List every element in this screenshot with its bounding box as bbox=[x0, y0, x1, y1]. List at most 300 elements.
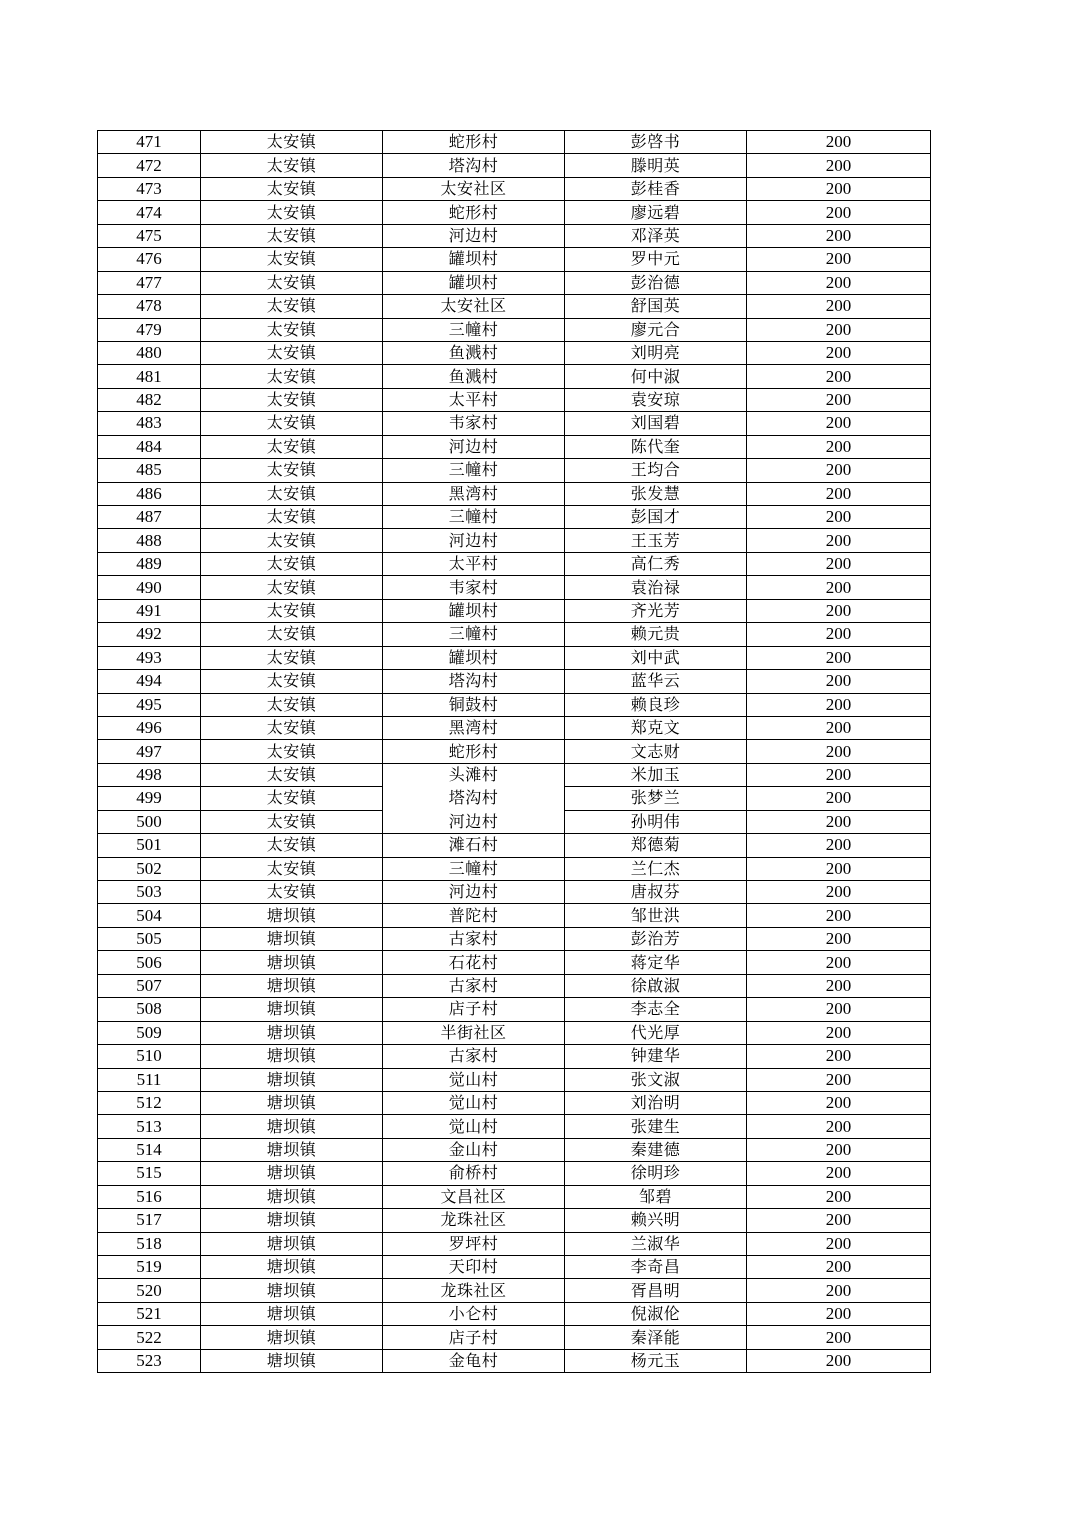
cell-index: 523 bbox=[98, 1349, 201, 1372]
cell-index: 505 bbox=[98, 927, 201, 950]
cell-amount: 200 bbox=[747, 623, 931, 646]
cell-amount: 200 bbox=[747, 1185, 931, 1208]
cell-amount: 200 bbox=[747, 763, 931, 786]
cell-amount: 200 bbox=[747, 951, 931, 974]
cell-town: 塘坝镇 bbox=[201, 1185, 383, 1208]
cell-index: 502 bbox=[98, 857, 201, 880]
cell-name: 舒国英 bbox=[565, 295, 747, 318]
cell-village: 太安社区 bbox=[383, 177, 565, 200]
cell-village: 觉山村 bbox=[383, 1068, 565, 1091]
table-row bbox=[98, 927, 931, 950]
cell-name: 张文淑 bbox=[565, 1068, 747, 1091]
cell-village: 塔沟村 bbox=[383, 154, 565, 177]
cell-name: 邓泽英 bbox=[565, 224, 747, 247]
cell-town: 太安镇 bbox=[201, 271, 383, 294]
cell-name: 高仁秀 bbox=[565, 552, 747, 575]
table-row bbox=[98, 271, 931, 294]
cell-name: 唐叔芬 bbox=[565, 881, 747, 904]
cell-town: 太安镇 bbox=[201, 623, 383, 646]
cell-amount: 200 bbox=[747, 1068, 931, 1091]
cell-amount: 200 bbox=[747, 1279, 931, 1302]
cell-amount: 200 bbox=[747, 552, 931, 575]
cell-town: 太安镇 bbox=[201, 435, 383, 458]
cell-village: 河边村 bbox=[383, 810, 565, 833]
cell-index: 518 bbox=[98, 1232, 201, 1255]
cell-village: 三幢村 bbox=[383, 459, 565, 482]
cell-index: 515 bbox=[98, 1162, 201, 1185]
cell-index: 506 bbox=[98, 951, 201, 974]
table-row bbox=[98, 998, 931, 1021]
cell-name: 赖元贵 bbox=[565, 623, 747, 646]
cell-index: 475 bbox=[98, 224, 201, 247]
data-table bbox=[97, 130, 931, 1373]
table-row bbox=[98, 248, 931, 271]
cell-village: 河边村 bbox=[383, 881, 565, 904]
cell-name: 陈代奎 bbox=[565, 435, 747, 458]
table-row bbox=[98, 1349, 931, 1372]
cell-town: 塘坝镇 bbox=[201, 951, 383, 974]
cell-amount: 200 bbox=[747, 365, 931, 388]
table-row bbox=[98, 552, 931, 575]
cell-index: 495 bbox=[98, 693, 201, 716]
cell-village: 头滩村 bbox=[383, 763, 565, 786]
table-row bbox=[98, 951, 931, 974]
table-row bbox=[98, 1068, 931, 1091]
table-row bbox=[98, 131, 931, 154]
cell-name: 钟建华 bbox=[565, 1045, 747, 1068]
cell-amount: 200 bbox=[747, 224, 931, 247]
cell-town: 太安镇 bbox=[201, 763, 383, 786]
table-row bbox=[98, 787, 931, 810]
cell-village: 太平村 bbox=[383, 552, 565, 575]
cell-village: 古家村 bbox=[383, 927, 565, 950]
cell-name: 彭国才 bbox=[565, 506, 747, 529]
cell-village: 俞桥村 bbox=[383, 1162, 565, 1185]
cell-amount: 200 bbox=[747, 271, 931, 294]
cell-amount: 200 bbox=[747, 1021, 931, 1044]
table-row bbox=[98, 482, 931, 505]
cell-name: 滕明英 bbox=[565, 154, 747, 177]
cell-name: 米加玉 bbox=[565, 763, 747, 786]
cell-village: 三幢村 bbox=[383, 506, 565, 529]
table-row bbox=[98, 1045, 931, 1068]
cell-index: 500 bbox=[98, 810, 201, 833]
cell-town: 塘坝镇 bbox=[201, 1232, 383, 1255]
cell-amount: 200 bbox=[747, 412, 931, 435]
table-row bbox=[98, 740, 931, 763]
cell-town: 塘坝镇 bbox=[201, 1302, 383, 1325]
cell-index: 492 bbox=[98, 623, 201, 646]
cell-amount: 200 bbox=[747, 881, 931, 904]
cell-town: 太安镇 bbox=[201, 670, 383, 693]
cell-index: 491 bbox=[98, 599, 201, 622]
cell-town: 塘坝镇 bbox=[201, 1091, 383, 1114]
cell-index: 486 bbox=[98, 482, 201, 505]
cell-town: 太安镇 bbox=[201, 201, 383, 224]
cell-town: 塘坝镇 bbox=[201, 1115, 383, 1138]
table-row bbox=[98, 1138, 931, 1161]
cell-index: 498 bbox=[98, 763, 201, 786]
cell-village: 半街社区 bbox=[383, 1021, 565, 1044]
cell-amount: 200 bbox=[747, 998, 931, 1021]
table-row bbox=[98, 295, 931, 318]
cell-village: 店子村 bbox=[383, 998, 565, 1021]
cell-town: 塘坝镇 bbox=[201, 1326, 383, 1349]
cell-name: 倪淑伦 bbox=[565, 1302, 747, 1325]
cell-town: 塘坝镇 bbox=[201, 1138, 383, 1161]
table-row bbox=[98, 154, 931, 177]
cell-town: 塘坝镇 bbox=[201, 1349, 383, 1372]
cell-index: 521 bbox=[98, 1302, 201, 1325]
cell-village: 觉山村 bbox=[383, 1115, 565, 1138]
cell-index: 501 bbox=[98, 834, 201, 857]
cell-amount: 200 bbox=[747, 1232, 931, 1255]
cell-town: 太安镇 bbox=[201, 482, 383, 505]
cell-village: 滩石村 bbox=[383, 834, 565, 857]
cell-amount: 200 bbox=[747, 459, 931, 482]
cell-index: 513 bbox=[98, 1115, 201, 1138]
cell-index: 478 bbox=[98, 295, 201, 318]
cell-town: 塘坝镇 bbox=[201, 1209, 383, 1232]
cell-amount: 200 bbox=[747, 248, 931, 271]
cell-index: 522 bbox=[98, 1326, 201, 1349]
cell-amount: 200 bbox=[747, 576, 931, 599]
table-row bbox=[98, 763, 931, 786]
table-row bbox=[98, 834, 931, 857]
cell-name: 彭啓书 bbox=[565, 131, 747, 154]
cell-amount: 200 bbox=[747, 810, 931, 833]
table-row bbox=[98, 1232, 931, 1255]
table-row bbox=[98, 224, 931, 247]
cell-name: 刘明亮 bbox=[565, 341, 747, 364]
cell-village: 文昌社区 bbox=[383, 1185, 565, 1208]
cell-town: 太安镇 bbox=[201, 834, 383, 857]
cell-index: 508 bbox=[98, 998, 201, 1021]
cell-town: 太安镇 bbox=[201, 857, 383, 880]
cell-name: 刘国碧 bbox=[565, 412, 747, 435]
cell-index: 482 bbox=[98, 388, 201, 411]
cell-index: 514 bbox=[98, 1138, 201, 1161]
cell-index: 507 bbox=[98, 974, 201, 997]
cell-amount: 200 bbox=[747, 740, 931, 763]
cell-village: 石花村 bbox=[383, 951, 565, 974]
cell-index: 476 bbox=[98, 248, 201, 271]
cell-village: 蛇形村 bbox=[383, 201, 565, 224]
cell-town: 塘坝镇 bbox=[201, 1045, 383, 1068]
cell-town: 太安镇 bbox=[201, 881, 383, 904]
cell-village: 河边村 bbox=[383, 435, 565, 458]
cell-amount: 200 bbox=[747, 1045, 931, 1068]
cell-name: 彭桂香 bbox=[565, 177, 747, 200]
table-row bbox=[98, 881, 931, 904]
cell-name: 廖元合 bbox=[565, 318, 747, 341]
cell-name: 王均合 bbox=[565, 459, 747, 482]
cell-amount: 200 bbox=[747, 1302, 931, 1325]
cell-town: 太安镇 bbox=[201, 810, 383, 833]
table-row bbox=[98, 412, 931, 435]
cell-village: 龙珠社区 bbox=[383, 1209, 565, 1232]
cell-name: 兰仁杰 bbox=[565, 857, 747, 880]
cell-name: 胥昌明 bbox=[565, 1279, 747, 1302]
cell-amount: 200 bbox=[747, 1209, 931, 1232]
cell-index: 510 bbox=[98, 1045, 201, 1068]
table-row bbox=[98, 435, 931, 458]
cell-index: 490 bbox=[98, 576, 201, 599]
cell-name: 李奇昌 bbox=[565, 1256, 747, 1279]
cell-name: 张建生 bbox=[565, 1115, 747, 1138]
table-row bbox=[98, 388, 931, 411]
cell-name: 蒋定华 bbox=[565, 951, 747, 974]
cell-village: 三幢村 bbox=[383, 318, 565, 341]
cell-amount: 200 bbox=[747, 1326, 931, 1349]
cell-village: 太安社区 bbox=[383, 295, 565, 318]
table-row bbox=[98, 670, 931, 693]
cell-town: 太安镇 bbox=[201, 716, 383, 739]
cell-village: 罗坪村 bbox=[383, 1232, 565, 1255]
table-row bbox=[98, 646, 931, 669]
cell-town: 太安镇 bbox=[201, 154, 383, 177]
cell-town: 塘坝镇 bbox=[201, 1021, 383, 1044]
cell-village: 古家村 bbox=[383, 974, 565, 997]
table-row bbox=[98, 1256, 931, 1279]
cell-amount: 200 bbox=[747, 341, 931, 364]
cell-village: 河边村 bbox=[383, 529, 565, 552]
cell-amount: 200 bbox=[747, 693, 931, 716]
cell-village: 罐坝村 bbox=[383, 248, 565, 271]
cell-name: 兰淑华 bbox=[565, 1232, 747, 1255]
cell-name: 廖远碧 bbox=[565, 201, 747, 224]
cell-town: 塘坝镇 bbox=[201, 1256, 383, 1279]
cell-amount: 200 bbox=[747, 388, 931, 411]
cell-amount: 200 bbox=[747, 318, 931, 341]
cell-town: 塘坝镇 bbox=[201, 927, 383, 950]
table-row bbox=[98, 506, 931, 529]
cell-amount: 200 bbox=[747, 927, 931, 950]
cell-index: 516 bbox=[98, 1185, 201, 1208]
cell-amount: 200 bbox=[747, 1115, 931, 1138]
cell-village: 觉山村 bbox=[383, 1091, 565, 1114]
cell-index: 479 bbox=[98, 318, 201, 341]
cell-village: 天印村 bbox=[383, 1256, 565, 1279]
cell-name: 彭治芳 bbox=[565, 927, 747, 950]
cell-index: 472 bbox=[98, 154, 201, 177]
cell-village: 鱼溅村 bbox=[383, 365, 565, 388]
cell-amount: 200 bbox=[747, 529, 931, 552]
cell-amount: 200 bbox=[747, 154, 931, 177]
cell-town: 太安镇 bbox=[201, 131, 383, 154]
table-row bbox=[98, 1021, 931, 1044]
cell-town: 塘坝镇 bbox=[201, 1068, 383, 1091]
cell-name: 李志全 bbox=[565, 998, 747, 1021]
cell-index: 487 bbox=[98, 506, 201, 529]
table-row bbox=[98, 201, 931, 224]
cell-village: 普陀村 bbox=[383, 904, 565, 927]
cell-town: 太安镇 bbox=[201, 224, 383, 247]
cell-village: 太平村 bbox=[383, 388, 565, 411]
cell-town: 塘坝镇 bbox=[201, 974, 383, 997]
cell-index: 483 bbox=[98, 412, 201, 435]
cell-amount: 200 bbox=[747, 201, 931, 224]
table-row bbox=[98, 1091, 931, 1114]
cell-town: 太安镇 bbox=[201, 318, 383, 341]
cell-name: 赖良珍 bbox=[565, 693, 747, 716]
table-row bbox=[98, 341, 931, 364]
cell-index: 509 bbox=[98, 1021, 201, 1044]
table-row bbox=[98, 904, 931, 927]
cell-amount: 200 bbox=[747, 599, 931, 622]
cell-index: 520 bbox=[98, 1279, 201, 1302]
cell-village: 蛇形村 bbox=[383, 131, 565, 154]
cell-name: 罗中元 bbox=[565, 248, 747, 271]
cell-town: 太安镇 bbox=[201, 248, 383, 271]
table-row bbox=[98, 974, 931, 997]
cell-name: 彭治德 bbox=[565, 271, 747, 294]
cell-amount: 200 bbox=[747, 1162, 931, 1185]
cell-amount: 200 bbox=[747, 834, 931, 857]
cell-town: 塘坝镇 bbox=[201, 904, 383, 927]
cell-town: 太安镇 bbox=[201, 693, 383, 716]
table-row bbox=[98, 810, 931, 833]
cell-name: 王玉芳 bbox=[565, 529, 747, 552]
table-row bbox=[98, 1279, 931, 1302]
table-row bbox=[98, 623, 931, 646]
cell-town: 太安镇 bbox=[201, 506, 383, 529]
cell-village: 古家村 bbox=[383, 1045, 565, 1068]
cell-village: 罐坝村 bbox=[383, 646, 565, 669]
cell-name: 刘治明 bbox=[565, 1091, 747, 1114]
cell-index: 484 bbox=[98, 435, 201, 458]
cell-town: 太安镇 bbox=[201, 576, 383, 599]
cell-amount: 200 bbox=[747, 670, 931, 693]
cell-amount: 200 bbox=[747, 177, 931, 200]
cell-village: 龙珠社区 bbox=[383, 1279, 565, 1302]
cell-town: 太安镇 bbox=[201, 787, 383, 810]
cell-town: 太安镇 bbox=[201, 177, 383, 200]
cell-name: 张梦兰 bbox=[565, 787, 747, 810]
table-row bbox=[98, 1162, 931, 1185]
cell-name: 邹碧 bbox=[565, 1185, 747, 1208]
cell-amount: 200 bbox=[747, 506, 931, 529]
cell-town: 塘坝镇 bbox=[201, 1162, 383, 1185]
cell-index: 485 bbox=[98, 459, 201, 482]
cell-amount: 200 bbox=[747, 131, 931, 154]
cell-name: 郑德菊 bbox=[565, 834, 747, 857]
cell-town: 太安镇 bbox=[201, 599, 383, 622]
table-row bbox=[98, 693, 931, 716]
cell-index: 511 bbox=[98, 1068, 201, 1091]
cell-village: 黑湾村 bbox=[383, 482, 565, 505]
cell-index: 499 bbox=[98, 787, 201, 810]
cell-amount: 200 bbox=[747, 716, 931, 739]
cell-village: 三幢村 bbox=[383, 857, 565, 880]
cell-amount: 200 bbox=[747, 1091, 931, 1114]
cell-town: 太安镇 bbox=[201, 740, 383, 763]
table-row bbox=[98, 716, 931, 739]
cell-index: 488 bbox=[98, 529, 201, 552]
cell-amount: 200 bbox=[747, 974, 931, 997]
cell-name: 刘中武 bbox=[565, 646, 747, 669]
cell-village: 韦家村 bbox=[383, 576, 565, 599]
cell-village: 金山村 bbox=[383, 1138, 565, 1161]
cell-index: 512 bbox=[98, 1091, 201, 1114]
cell-town: 太安镇 bbox=[201, 365, 383, 388]
cell-amount: 200 bbox=[747, 904, 931, 927]
cell-name: 郑克文 bbox=[565, 716, 747, 739]
cell-village: 小仑村 bbox=[383, 1302, 565, 1325]
table-row bbox=[98, 365, 931, 388]
cell-town: 塘坝镇 bbox=[201, 1279, 383, 1302]
cell-name: 袁治禄 bbox=[565, 576, 747, 599]
cell-index: 503 bbox=[98, 881, 201, 904]
cell-amount: 200 bbox=[747, 1256, 931, 1279]
cell-index: 474 bbox=[98, 201, 201, 224]
cell-name: 孙明伟 bbox=[565, 810, 747, 833]
cell-name: 齐光芳 bbox=[565, 599, 747, 622]
cell-village: 塔沟村 bbox=[383, 787, 565, 810]
cell-village: 罐坝村 bbox=[383, 271, 565, 294]
cell-name: 何中淑 bbox=[565, 365, 747, 388]
table-row bbox=[98, 599, 931, 622]
cell-name: 秦建德 bbox=[565, 1138, 747, 1161]
cell-amount: 200 bbox=[747, 1138, 931, 1161]
cell-index: 471 bbox=[98, 131, 201, 154]
cell-village: 河边村 bbox=[383, 224, 565, 247]
cell-index: 493 bbox=[98, 646, 201, 669]
cell-amount: 200 bbox=[747, 1349, 931, 1372]
cell-amount: 200 bbox=[747, 857, 931, 880]
cell-town: 太安镇 bbox=[201, 412, 383, 435]
cell-amount: 200 bbox=[747, 482, 931, 505]
cell-name: 文志财 bbox=[565, 740, 747, 763]
cell-index: 497 bbox=[98, 740, 201, 763]
cell-village: 塔沟村 bbox=[383, 670, 565, 693]
cell-village: 三幢村 bbox=[383, 623, 565, 646]
cell-village: 韦家村 bbox=[383, 412, 565, 435]
cell-town: 太安镇 bbox=[201, 552, 383, 575]
table-row bbox=[98, 529, 931, 552]
cell-index: 489 bbox=[98, 552, 201, 575]
cell-town: 太安镇 bbox=[201, 341, 383, 364]
cell-name: 徐明珍 bbox=[565, 1162, 747, 1185]
cell-amount: 200 bbox=[747, 435, 931, 458]
cell-name: 秦泽能 bbox=[565, 1326, 747, 1349]
cell-village: 蛇形村 bbox=[383, 740, 565, 763]
cell-amount: 200 bbox=[747, 646, 931, 669]
cell-name: 邹世洪 bbox=[565, 904, 747, 927]
cell-amount: 200 bbox=[747, 295, 931, 318]
cell-name: 徐啟淑 bbox=[565, 974, 747, 997]
cell-name: 代光厚 bbox=[565, 1021, 747, 1044]
table-row bbox=[98, 1209, 931, 1232]
cell-name: 赖兴明 bbox=[565, 1209, 747, 1232]
cell-village: 店子村 bbox=[383, 1326, 565, 1349]
table-row bbox=[98, 576, 931, 599]
table-row bbox=[98, 177, 931, 200]
cell-town: 太安镇 bbox=[201, 646, 383, 669]
cell-village: 罐坝村 bbox=[383, 599, 565, 622]
cell-amount: 200 bbox=[747, 787, 931, 810]
cell-index: 480 bbox=[98, 341, 201, 364]
table-row bbox=[98, 1326, 931, 1349]
cell-index: 473 bbox=[98, 177, 201, 200]
cell-name: 杨元玉 bbox=[565, 1349, 747, 1372]
table-row bbox=[98, 1115, 931, 1138]
cell-town: 太安镇 bbox=[201, 388, 383, 411]
cell-town: 太安镇 bbox=[201, 459, 383, 482]
cell-index: 519 bbox=[98, 1256, 201, 1279]
cell-town: 太安镇 bbox=[201, 295, 383, 318]
cell-name: 蓝华云 bbox=[565, 670, 747, 693]
